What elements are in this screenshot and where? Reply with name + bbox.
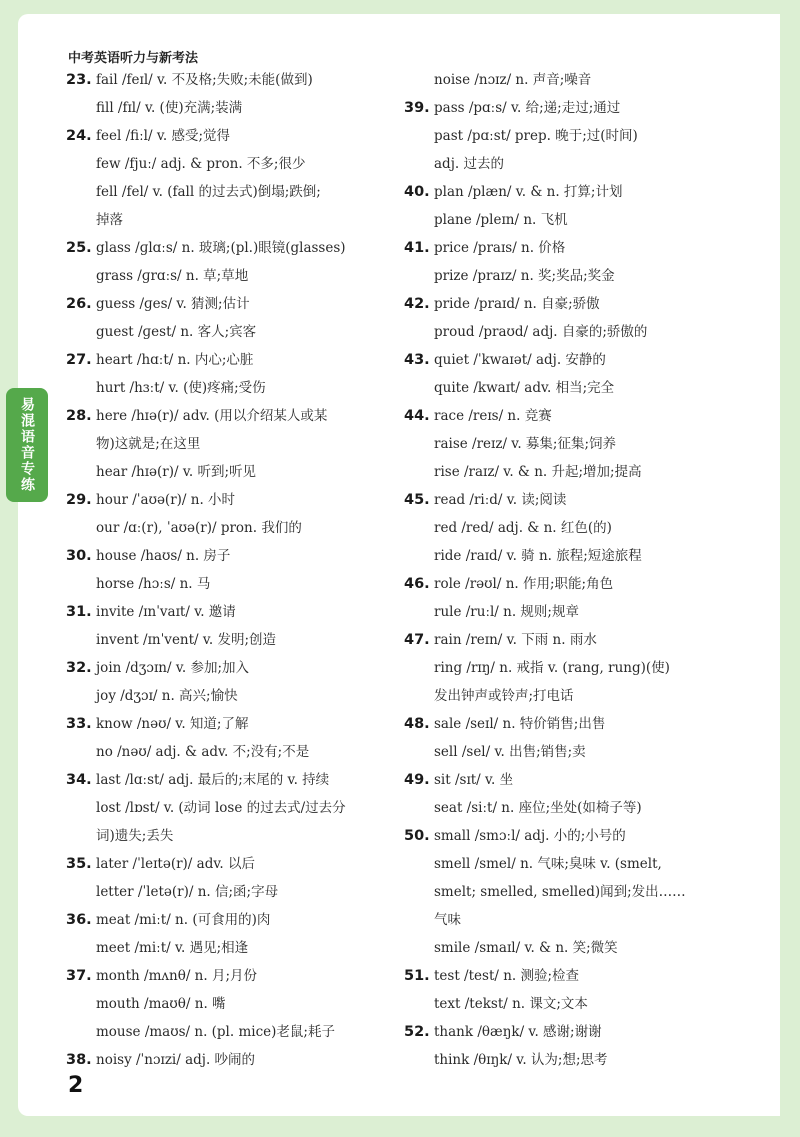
entry-number: 41. xyxy=(404,240,430,256)
entry-number: 40. xyxy=(404,184,430,200)
vocab-entry xyxy=(404,486,734,570)
entry-number: 49. xyxy=(404,772,430,788)
entry-number: 27. xyxy=(66,352,92,368)
entry-body xyxy=(434,178,734,234)
entry-number: 42. xyxy=(404,296,430,312)
vocab-entry xyxy=(66,234,402,290)
vocab-entry xyxy=(404,290,734,346)
entry-line: sale /seɪl/ n. 特价销售;出售 xyxy=(434,716,606,732)
entry-line: ring /rɪŋ/ n. 戒指 v. (rang, rung)(使) xyxy=(434,660,670,676)
entry-line: proud /praʊd/ adj. 自豪的;骄傲的 xyxy=(434,324,648,340)
entry-line: letter /ˈletə(r)/ n. 信;函;字母 xyxy=(96,884,279,900)
entry-number: 23. xyxy=(66,72,92,88)
entry-line: fell /fel/ v. (fall 的过去式)倒塌;跌倒; xyxy=(96,184,321,200)
entry-number: 24. xyxy=(66,128,92,144)
entry-line: fail /feɪl/ v. 不及格;失败;未能(做到) xyxy=(96,72,313,88)
entry-line: quite /kwaɪt/ adv. 相当;完全 xyxy=(434,380,615,396)
vocab-entry xyxy=(404,346,734,402)
entry-body xyxy=(96,290,402,346)
entry-number: 34. xyxy=(66,772,92,788)
entry-number: 25. xyxy=(66,240,92,256)
entry-line: text /tekst/ n. 课文;文本 xyxy=(434,996,588,1012)
entry-body xyxy=(96,906,402,962)
entry-line: rule /ruːl/ n. 规则;规章 xyxy=(434,604,579,620)
entry-body xyxy=(96,486,402,542)
entry-body xyxy=(434,626,734,710)
entry-line: plane /pleɪn/ n. 飞机 xyxy=(434,212,568,228)
vocab-entry xyxy=(66,290,402,346)
entry-line: smelt; smelled, smelled)闻到;发出…… xyxy=(434,884,686,900)
entry-body xyxy=(96,346,402,402)
left-column xyxy=(66,66,402,1074)
vocab-entry xyxy=(404,822,734,962)
entry-line: hear /hɪə(r)/ v. 听到;听见 xyxy=(96,464,257,480)
entry-line: later /ˈleɪtə(r)/ adv. 以后 xyxy=(96,856,255,872)
entry-line: rise /raɪz/ v. & n. 升起;增加;提高 xyxy=(434,464,642,480)
vocab-entry xyxy=(404,66,734,94)
entry-line: prize /praɪz/ n. 奖;奖品;奖金 xyxy=(434,268,615,284)
vocab-entry xyxy=(404,402,734,486)
entry-line: thank /θæŋk/ v. 感谢;谢谢 xyxy=(434,1024,602,1040)
entry-line: plan /plæn/ v. & n. 打算;计划 xyxy=(434,184,623,200)
entry-line: sit /sɪt/ v. 坐 xyxy=(434,772,514,788)
vocab-entry xyxy=(404,94,734,178)
vocab-entry xyxy=(404,1018,734,1074)
entry-number: 32. xyxy=(66,660,92,676)
entry-line: glass /ɡlɑːs/ n. 玻璃;(pl.)眼镜(glasses) xyxy=(96,240,346,256)
entry-line: test /test/ n. 测验;检查 xyxy=(434,968,580,984)
entry-line: 发出钟声或铃声;打电话 xyxy=(434,688,574,704)
entry-line: guess /ɡes/ v. 猜测;估计 xyxy=(96,296,250,312)
entry-body xyxy=(434,822,734,962)
entry-line: our /ɑː(r), ˈaʊə(r)/ pron. 我们的 xyxy=(96,520,302,536)
vocab-entry xyxy=(66,766,402,850)
side-tab xyxy=(6,388,48,502)
entry-line: smell /smel/ n. 气味;臭味 v. (smelt, xyxy=(434,856,662,872)
vocab-entry xyxy=(404,234,734,290)
entry-number: 37. xyxy=(66,968,92,984)
entry-line: hour /ˈaʊə(r)/ n. 小时 xyxy=(96,492,236,508)
entry-body xyxy=(434,1018,734,1074)
entry-body xyxy=(96,402,402,486)
entry-line: grass /ɡrɑːs/ n. 草;草地 xyxy=(96,268,249,284)
entry-number: 39. xyxy=(404,100,430,116)
vocab-entry xyxy=(404,570,734,626)
vocab-entry xyxy=(404,962,734,1018)
entry-line: invent /ɪnˈvent/ v. 发明;创造 xyxy=(96,632,277,648)
entry-line: house /haʊs/ n. 房子 xyxy=(96,548,231,564)
entry-line: meet /miːt/ v. 遇见;相逢 xyxy=(96,940,249,956)
entry-number: 26. xyxy=(66,296,92,312)
right-column xyxy=(404,66,734,1074)
entry-line: adj. 过去的 xyxy=(434,156,504,172)
vocab-entry xyxy=(66,654,402,710)
entry-line: raise /reɪz/ v. 募集;征集;饲养 xyxy=(434,436,616,452)
vocab-entry xyxy=(66,962,402,1046)
entry-body xyxy=(434,570,734,626)
entry-line: 气味 xyxy=(434,912,461,928)
entry-body xyxy=(434,346,734,402)
entry-number: 45. xyxy=(404,492,430,508)
entry-body xyxy=(96,1046,402,1074)
entry-number: 36. xyxy=(66,912,92,928)
entry-number: 29. xyxy=(66,492,92,508)
entry-body xyxy=(96,850,402,906)
entry-body xyxy=(96,542,402,598)
entry-number: 31. xyxy=(66,604,92,620)
vocab-entry xyxy=(66,710,402,766)
entry-number: 43. xyxy=(404,352,430,368)
entry-body xyxy=(434,66,734,94)
entry-number: 44. xyxy=(404,408,430,424)
entry-number: 51. xyxy=(404,968,430,984)
entry-line: feel /fiːl/ v. 感受;觉得 xyxy=(96,128,230,144)
entry-number: 30. xyxy=(66,548,92,564)
entry-line: ride /raɪd/ v. 骑 n. 旅程;短途旅程 xyxy=(434,548,642,564)
vocab-entry xyxy=(66,122,402,234)
vocab-entry xyxy=(66,542,402,598)
entry-line: last /lɑːst/ adj. 最后的;末尾的 v. 持续 xyxy=(96,772,330,788)
entry-body xyxy=(96,598,402,654)
side-tab-label: 易混语音专练 xyxy=(19,397,35,493)
entry-line: horse /hɔːs/ n. 马 xyxy=(96,576,211,592)
entry-line: invite /ɪnˈvaɪt/ v. 邀请 xyxy=(96,604,236,620)
vocab-entry xyxy=(404,710,734,766)
entry-line: hurt /hɜːt/ v. (使)疼痛;受伤 xyxy=(96,380,266,396)
page-header-title: 中考英语听力与新考法 xyxy=(68,51,199,66)
entry-body xyxy=(434,766,734,822)
entry-number: 48. xyxy=(404,716,430,732)
entry-line: no /nəʊ/ adj. & adv. 不;没有;不是 xyxy=(96,744,310,760)
entry-line: price /praɪs/ n. 价格 xyxy=(434,240,566,256)
entry-body xyxy=(96,962,402,1046)
entry-line: month /mʌnθ/ n. 月;月份 xyxy=(96,968,257,984)
entry-line: meat /miːt/ n. (可食用的)肉 xyxy=(96,912,271,928)
entry-body xyxy=(96,234,402,290)
entry-line: read /riːd/ v. 读;阅读 xyxy=(434,492,567,508)
entry-line: smile /smaɪl/ v. & n. 笑;微笑 xyxy=(434,940,618,956)
entry-line: small /smɔːl/ adj. 小的;小号的 xyxy=(434,828,626,844)
vocab-entry xyxy=(66,598,402,654)
entry-body xyxy=(434,486,734,570)
vocab-entry xyxy=(66,1046,402,1074)
vocab-entry xyxy=(66,850,402,906)
entry-body xyxy=(434,710,734,766)
entry-body xyxy=(96,122,402,234)
entry-number: 38. xyxy=(66,1052,92,1068)
entry-line: seat /siːt/ n. 座位;坐处(如椅子等) xyxy=(434,800,642,816)
entry-number: 46. xyxy=(404,576,430,592)
entry-line: mouse /maʊs/ n. (pl. mice)老鼠;耗子 xyxy=(96,1024,335,1040)
vocab-entry xyxy=(404,766,734,822)
entry-number: 28. xyxy=(66,408,92,424)
entry-line: rain /reɪn/ v. 下雨 n. 雨水 xyxy=(434,632,597,648)
entry-line: lost /lɒst/ v. (动词 lose 的过去式/过去分 xyxy=(96,800,346,816)
vocab-entry xyxy=(66,486,402,542)
entry-line: past /pɑːst/ prep. 晚于;过(时间) xyxy=(434,128,638,144)
entry-body xyxy=(96,710,402,766)
entry-line: quiet /ˈkwaɪət/ adj. 安静的 xyxy=(434,352,606,368)
vocab-entry xyxy=(66,906,402,962)
entry-body xyxy=(434,234,734,290)
page-number: 2 xyxy=(68,1073,84,1098)
entry-line: here /hɪə(r)/ adv. (用以介绍某人或某 xyxy=(96,408,328,424)
entry-line: few /fjuː/ adj. & pron. 不多;很少 xyxy=(96,156,306,172)
entry-line: race /reɪs/ n. 竞赛 xyxy=(434,408,552,424)
entry-line: heart /hɑːt/ n. 内心;心脏 xyxy=(96,352,254,368)
vocab-entry xyxy=(66,66,402,122)
entry-body xyxy=(434,290,734,346)
vocab-entry xyxy=(404,626,734,710)
entry-line: 词)遗失;丢失 xyxy=(96,828,174,844)
entry-line: sell /sel/ v. 出售;销售;卖 xyxy=(434,744,586,760)
entry-line: joy /dʒɔɪ/ n. 高兴;愉快 xyxy=(96,688,238,704)
entry-body xyxy=(96,766,402,850)
vocab-entry xyxy=(404,178,734,234)
entry-line: mouth /maʊθ/ n. 嘴 xyxy=(96,996,226,1012)
entry-body xyxy=(96,654,402,710)
entry-number: 47. xyxy=(404,632,430,648)
vocab-entry xyxy=(66,402,402,486)
entry-number: 35. xyxy=(66,856,92,872)
vocab-entry xyxy=(66,346,402,402)
entry-body xyxy=(434,962,734,1018)
entry-number: 33. xyxy=(66,716,92,732)
entry-body xyxy=(434,94,734,178)
entry-line: 物)这就是;在这里 xyxy=(96,436,201,452)
entry-line: noisy /ˈnɔɪzi/ adj. 吵闹的 xyxy=(96,1052,256,1068)
entry-line: guest /ɡest/ n. 客人;宾客 xyxy=(96,324,257,340)
entry-body xyxy=(96,66,402,122)
entry-line: noise /nɔɪz/ n. 声音;噪音 xyxy=(434,72,592,88)
entry-line: red /red/ adj. & n. 红色(的) xyxy=(434,520,612,536)
entry-line: think /θɪŋk/ v. 认为;想;思考 xyxy=(434,1052,608,1068)
entry-line: pride /praɪd/ n. 自豪;骄傲 xyxy=(434,296,600,312)
entry-line: role /rəʊl/ n. 作用;职能;角色 xyxy=(434,576,614,592)
entry-line: know /nəʊ/ v. 知道;了解 xyxy=(96,716,249,732)
entry-line: pass /pɑːs/ v. 给;递;走过;通过 xyxy=(434,100,621,116)
entry-line: join /dʒɔɪn/ v. 参加;加入 xyxy=(96,660,249,676)
entry-line: 掉落 xyxy=(96,212,123,228)
entry-line: fill /fɪl/ v. (使)充满;装满 xyxy=(96,100,243,116)
entry-number: 52. xyxy=(404,1024,430,1040)
entry-body xyxy=(434,402,734,486)
entry-number: 50. xyxy=(404,828,430,844)
